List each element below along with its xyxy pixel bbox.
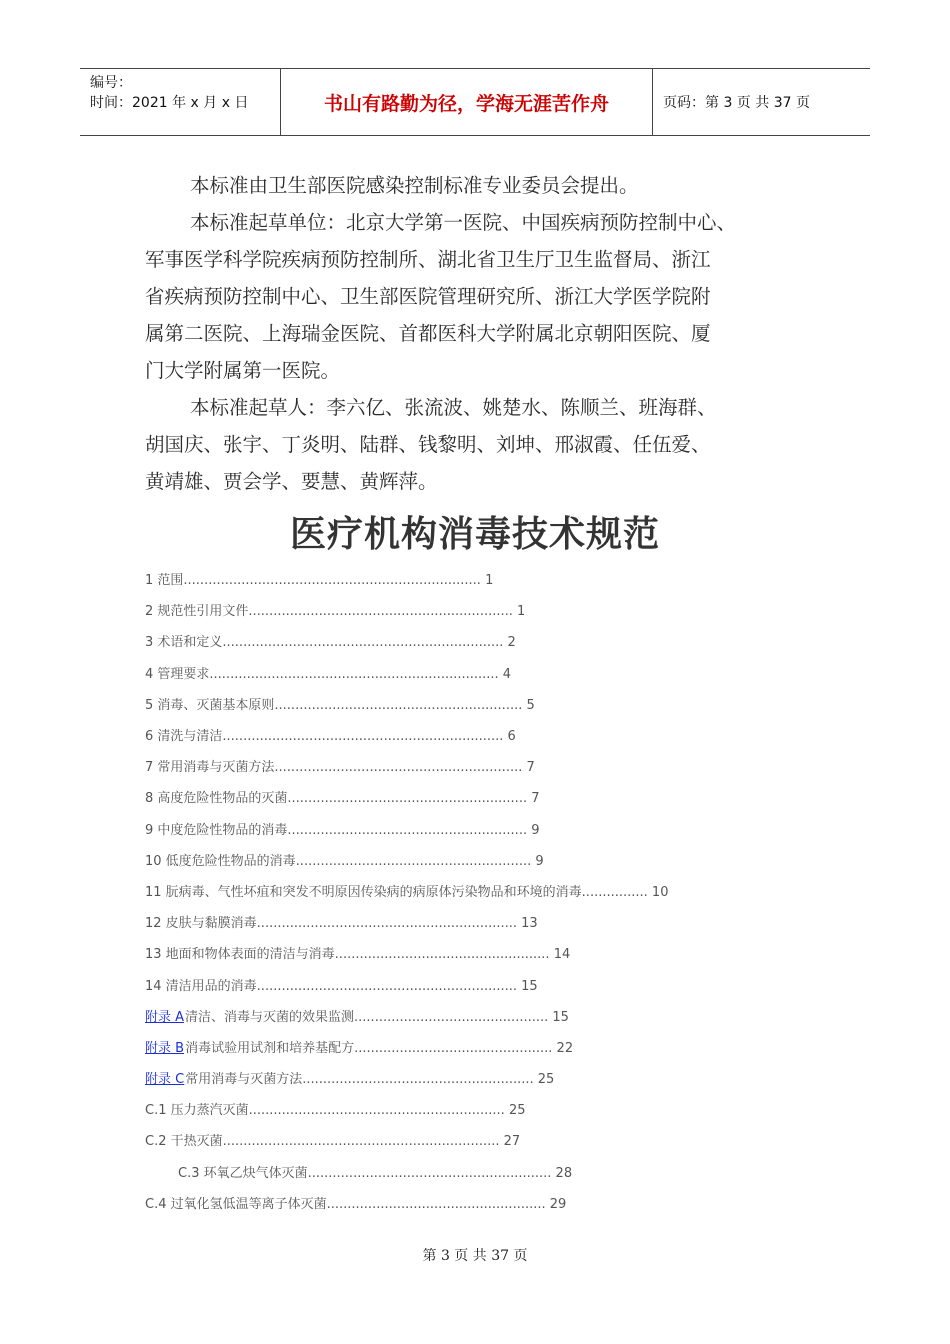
toc-entry-text: C.2 干热灭菌................................................................... 27 xyxy=(145,1134,521,1150)
toc-appendix-link[interactable]: 附录 A xyxy=(145,1009,185,1025)
table-of-contents xyxy=(145,563,845,1218)
toc-entry[interactable] xyxy=(145,906,845,937)
text-line: 省疾病预防控制中心、卫生部医院管理研究所、浙江大学医学院附 xyxy=(145,285,711,308)
toc-entry[interactable] xyxy=(145,719,845,750)
toc-entry-text: 3 术语和定义.................................................................... 2 xyxy=(145,635,516,651)
toc-entry[interactable] xyxy=(145,657,845,688)
text-line: 门大学附属第一医院。 xyxy=(145,359,341,382)
time-label: 时间：2021 年 x 月 x 日 xyxy=(90,95,249,111)
toc-entry-text: 4 管理要求...................................................................... 4 xyxy=(145,666,512,682)
text-line: 本标准由卫生部医院感染控制标准专业委员会提出。 xyxy=(190,174,639,197)
toc-entry[interactable] xyxy=(145,1187,845,1218)
toc-entry-text: C.4 过氧化氢低温等离子体灭菌..................................................... 29 xyxy=(145,1196,567,1212)
header-table xyxy=(80,68,870,136)
toc-entry[interactable] xyxy=(145,688,845,719)
toc-entry-text: C.1 压力蒸汽灭菌.............................................................. 25 xyxy=(145,1103,526,1119)
intro-paragraph-1 xyxy=(145,167,805,204)
toc-entry[interactable] xyxy=(145,1031,845,1062)
toc-entry[interactable] xyxy=(145,844,845,875)
number-label: 编号： xyxy=(90,75,132,91)
toc-entry-text: 8 高度危险性物品的灭菌.......................................................... 7 xyxy=(145,791,540,807)
toc-entry[interactable] xyxy=(145,937,845,968)
text-line: 属第二医院、上海瑞金医院、首都医科大学附属北京朝阳医院、厦 xyxy=(145,322,711,345)
toc-entry-text: 9 中度危险性物品的消毒.......................................................... 9 xyxy=(145,822,540,838)
toc-entry[interactable] xyxy=(145,1156,845,1187)
text-line: 黄靖雄、贾会学、要慧、黄辉萍。 xyxy=(145,470,438,493)
toc-entry-text: 常用消毒与灭菌方法........................................................ 25 xyxy=(185,1072,555,1088)
toc-entry[interactable] xyxy=(145,781,845,812)
header-motto: 书山有路勤为径，学海无涯苦作舟 xyxy=(281,69,653,135)
intro-paragraph-2 xyxy=(145,204,805,389)
toc-entry-text: 14 清洁用品的消毒............................................................... 15 xyxy=(145,978,538,994)
toc-entry[interactable] xyxy=(145,1093,845,1124)
toc-entry[interactable] xyxy=(145,813,845,844)
toc-entry-text: 13 地面和物体表面的清洁与消毒.................................................... 14 xyxy=(145,947,571,963)
toc-entry-text: 12 皮肤与黏膜消毒............................................................... 13 xyxy=(145,916,538,932)
toc-entry[interactable] xyxy=(145,1000,845,1031)
toc-entry-text: 10 低度危险性物品的消毒......................................................... 9 xyxy=(145,853,544,869)
toc-entry[interactable] xyxy=(145,1062,845,1093)
toc-entry[interactable] xyxy=(145,875,845,906)
toc-entry[interactable] xyxy=(145,625,845,656)
toc-appendix-link[interactable]: 附录 B xyxy=(145,1040,185,1056)
toc-entry[interactable] xyxy=(145,563,845,594)
document-title: 医疗机构消毒技术规范 xyxy=(289,514,660,555)
toc-entry[interactable] xyxy=(145,750,845,781)
toc-entry[interactable] xyxy=(145,968,845,999)
toc-entry-text: 7 常用消毒与灭菌方法............................................................ 7 xyxy=(145,760,535,776)
page-footer: 第 3 页 共 37 页 xyxy=(422,1248,528,1264)
text-line: 本标准起草单位：北京大学第一医院、中国疾病预防控制中心、 xyxy=(190,211,737,234)
toc-entry-text: 消毒试验用试剂和培养基配方................................................ 22 xyxy=(185,1040,574,1056)
text-line: 胡国庆、张宇、丁炎明、陆群、钱黎明、刘坤、邢淑霞、任伍爱、 xyxy=(145,433,711,456)
toc-appendix-link[interactable]: 附录 C xyxy=(145,1072,185,1088)
toc-entry-text: 2 规范性引用文件................................................................ 1 xyxy=(145,604,526,620)
toc-entry[interactable] xyxy=(145,1124,845,1155)
toc-entry-text: 清洁、消毒与灭菌的效果监测............................................... 15 xyxy=(185,1009,569,1025)
toc-entry-text: 11 朊病毒、气性坏疽和突发不明原因传染病的病原体污染物品和环境的消毒................ 10 xyxy=(145,884,669,900)
toc-entry-text: 6 清洗与清洁.................................................................... 6 xyxy=(145,729,516,745)
toc-entry-text: 5 消毒、灭菌基本原则............................................................ 5 xyxy=(145,697,535,713)
header-meta xyxy=(80,69,281,135)
toc-entry-text: 1 范围........................................................................ 1 xyxy=(145,573,494,589)
text-line: 军事医学科学院疾病预防控制所、湖北省卫生厅卫生监督局、浙江 xyxy=(145,248,711,271)
toc-entry-text: C.3 环氧乙炔气体灭菌........................................................... 28 xyxy=(178,1165,573,1181)
toc-entry[interactable] xyxy=(145,594,845,625)
header-page-info: 页码：第 3 页 共 37 页 xyxy=(663,95,810,111)
text-line: 本标准起草人：李六亿、张流波、姚楚水、陈顺兰、班海群、 xyxy=(190,396,717,419)
intro-paragraph-3 xyxy=(145,389,805,500)
